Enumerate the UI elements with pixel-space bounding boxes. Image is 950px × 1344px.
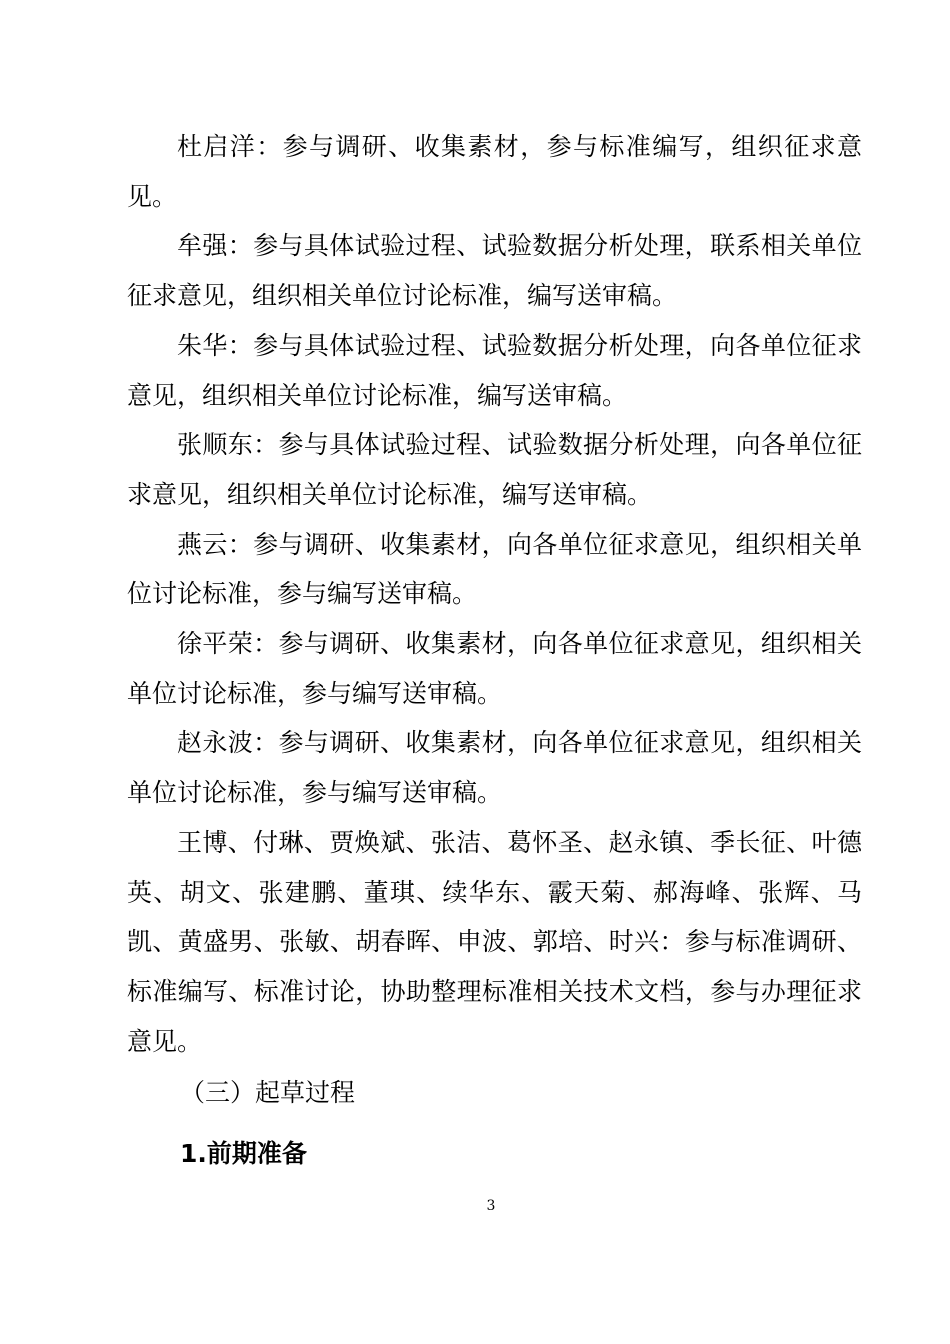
paragraph-xu-pingrong: 徐平荣：参与调研、收集素材，向各单位征求意见，组织相关单位讨论标准，参与编写送审稿。 [127,629,862,708]
paragraph-mou-qiang: 牟强：参与具体试验过程、试验数据分析处理，联系相关单位征求意见，组织相关单位讨论标准，编写送审稿。 [127,231,862,311]
paragraph-contributors-list: 王博、付琳、贾焕斌、张洁、葛怀圣、赵永镇、季长征、叶德英、胡文、张建鹏、董琪、续华东、霰天菊、郝海峰、张辉、马凯、黄盛男、张敏、胡春晖、申波、郭培、时兴：参与标准调研、标准编写、标准讨论，协助整理标准相关技术文档，参与办理征求意见。 [127,827,862,1056]
section-heading-drafting-process: （三）起草过程 [180,1078,356,1107]
paragraph-du-qiyang: 杜启洋：参与调研、收集素材，参与标准编写，组织征求意见。 [127,132,862,211]
subsection-heading-preparation: 1.前期准备 [180,1139,307,1168]
document-body [127,122,862,1066]
paragraph-zhang-shundong: 张顺东：参与具体试验过程、试验数据分析处理，向各单位征求意见，组织相关单位讨论标准，编写送审稿。 [127,430,862,509]
paragraph-yan-yun: 燕云：参与调研、收集素材，向各单位征求意见，组织相关单位讨论标准，参与编写送审稿。 [127,529,862,609]
paragraph-zhu-hua: 朱华：参与具体试验过程、试验数据分析处理，向各单位征求意见，组织相关单位讨论标准，编写送审稿。 [127,330,862,410]
page-number: 3 [486,1198,496,1214]
paragraph-zhao-yongbo: 赵永波：参与调研、收集素材，向各单位征求意见，组织相关单位讨论标准，参与编写送审稿。 [127,728,862,808]
